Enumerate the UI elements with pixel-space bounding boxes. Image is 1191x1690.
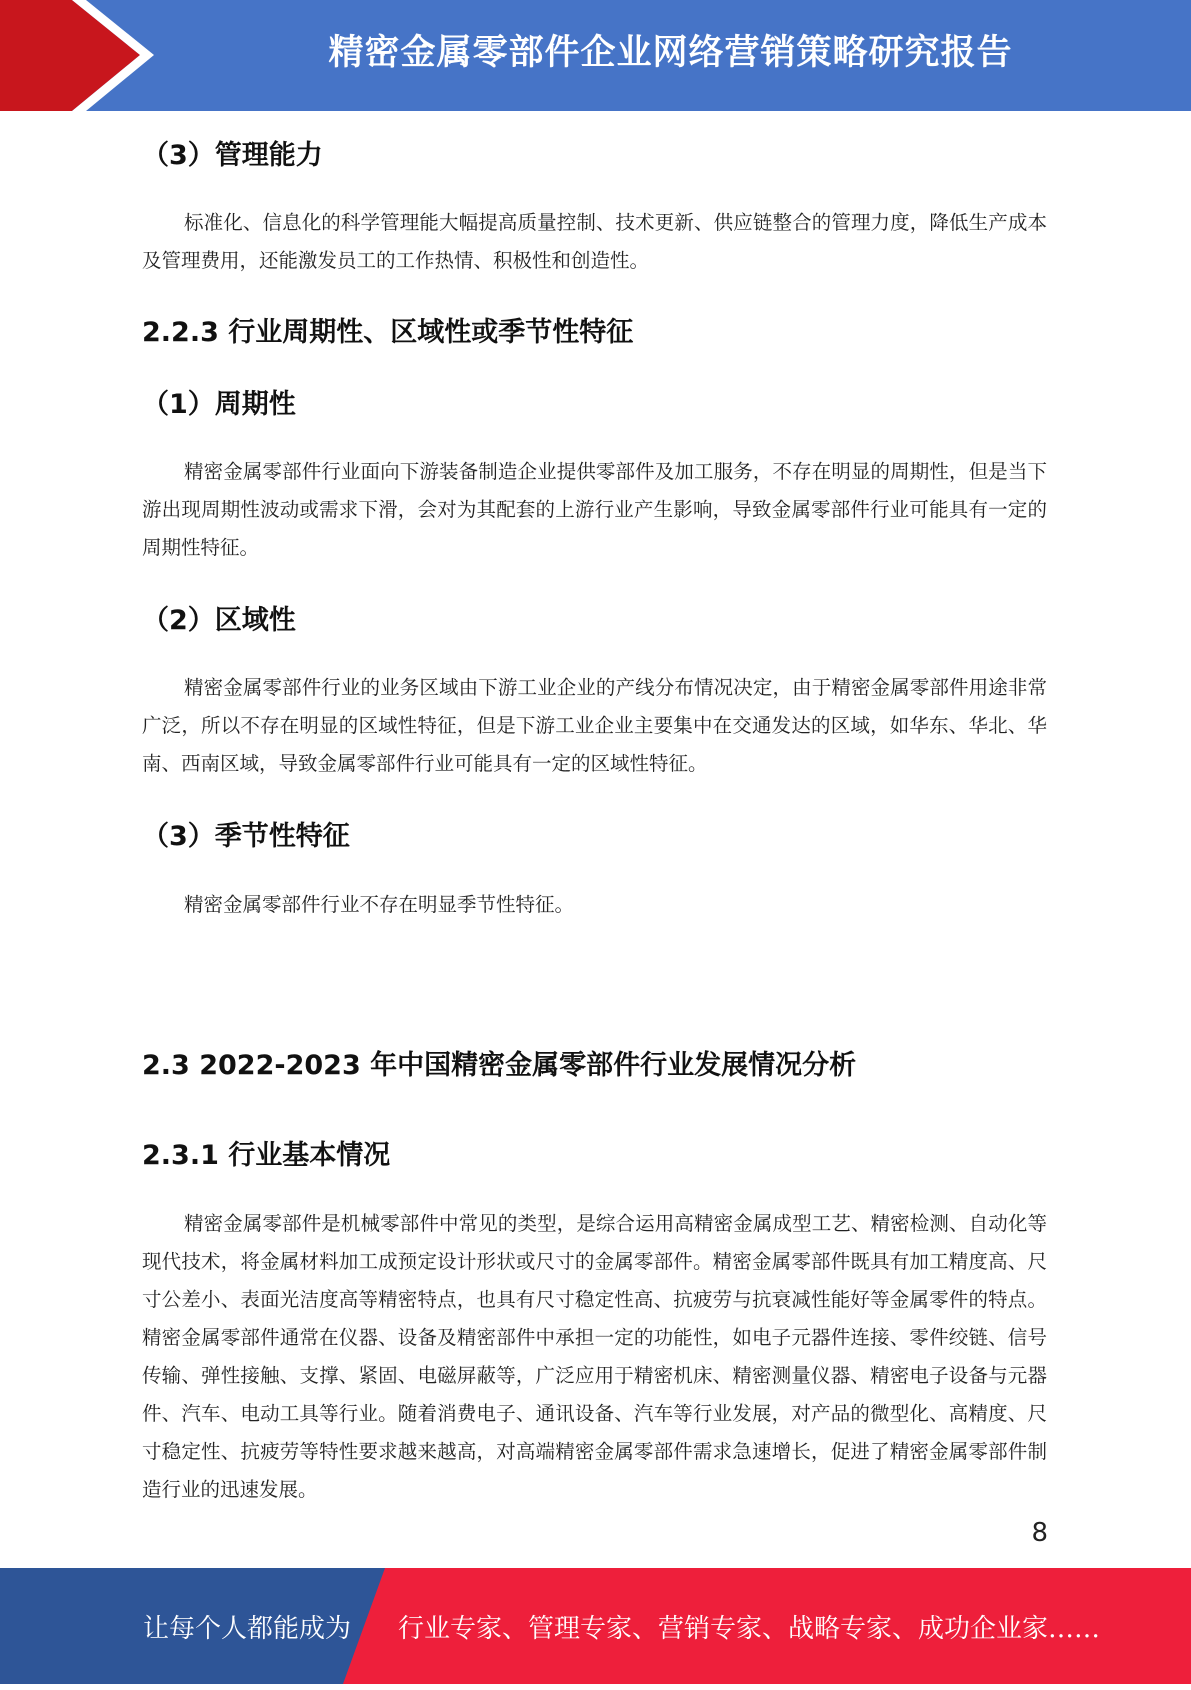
- paragraph-management-capability: 标准化、信息化的科学管理能大幅提高质量控制、技术更新、供应链整合的管理力度，降低生产成本及管理费用，还能激发员工的工作热情、积极性和创造性。: [142, 211, 1047, 272]
- heading-seasonality: （3）季节性特征: [142, 821, 350, 852]
- paragraph-seasonality: 精密金属零部件行业不存在明显季节性特征。: [184, 893, 575, 916]
- heading-2-3-1: 2.3.1 行业基本情况: [142, 1140, 391, 1171]
- heading-cyclicality: （1）周期性: [142, 389, 296, 420]
- footer-slogan-right: 行业专家、管理专家、营销专家、战略专家、成功企业家……: [398, 1614, 1101, 1644]
- header-chevron-decoration: [0, 0, 160, 111]
- page-number: 8: [1031, 1518, 1048, 1548]
- heading-2-3: 2.3 2022-2023 年中国精密金属零部件行业发展情况分析: [142, 1050, 857, 1081]
- heading-2-2-3: 2.2.3 行业周期性、区域性或季节性特征: [142, 317, 634, 348]
- heading-regionality: （2）区域性: [142, 605, 296, 636]
- report-title: 精密金属零部件企业网络营销策略研究报告: [328, 33, 1013, 73]
- paragraph-industry-basics: 精密金属零部件是机械零部件中常见的类型，是综合运用高精密金属成型工艺、精密检测、自动化等现代技术，将金属材料加工成预定设计形状或尺寸的金属零部件。精密金属零部件既具有加工精度高、尺寸公差小、表面光洁度高等精密特点，也具有尺寸稳定性高、抗疲劳与抗衰减性能好等金属零件的特点。精密金属零部件通常在仪器、设备及精密部件中承担一定的功能性，如电子元器件连接、零件绞链、信号传输、弹性接触、支撑、紧固、电磁屏蔽等，广泛应用于精密机床、精密测量仪器、精密电子设备与元器件、汽车、电动工具等行业。随着消费电子、通讯设备、汽车等行业发展，对产品的微型化、高精度、尺寸稳定性、抗疲劳等特性要求越来越高，对高端精密金属零部件需求急速增长，促进了精密金属零部件制造行业的迅速发展。: [142, 1212, 1047, 1501]
- footer-slogan-left: 让每个人都能成为: [143, 1614, 352, 1644]
- heading-management-capability: （3）管理能力: [142, 140, 323, 171]
- header-banner: [0, 0, 1191, 111]
- paragraph-regionality: 精密金属零部件行业的业务区域由下游工业企业的产线分布情况决定，由于精密金属零部件用途非常广泛，所以不存在明显的区域性特征，但是下游工业企业主要集中在交通发达的区域，如华东、华北、华南、西南区域，导致金属零部件行业可能具有一定的区域性特征。: [142, 676, 1047, 775]
- footer-banner: [0, 1568, 1191, 1684]
- paragraph-cyclicality: 精密金属零部件行业面向下游装备制造企业提供零部件及加工服务，不存在明显的周期性，但是当下游出现周期性波动或需求下滑，会对为其配套的上游行业产生影响，导致金属零部件行业可能具有一定的周期性特征。: [142, 460, 1047, 559]
